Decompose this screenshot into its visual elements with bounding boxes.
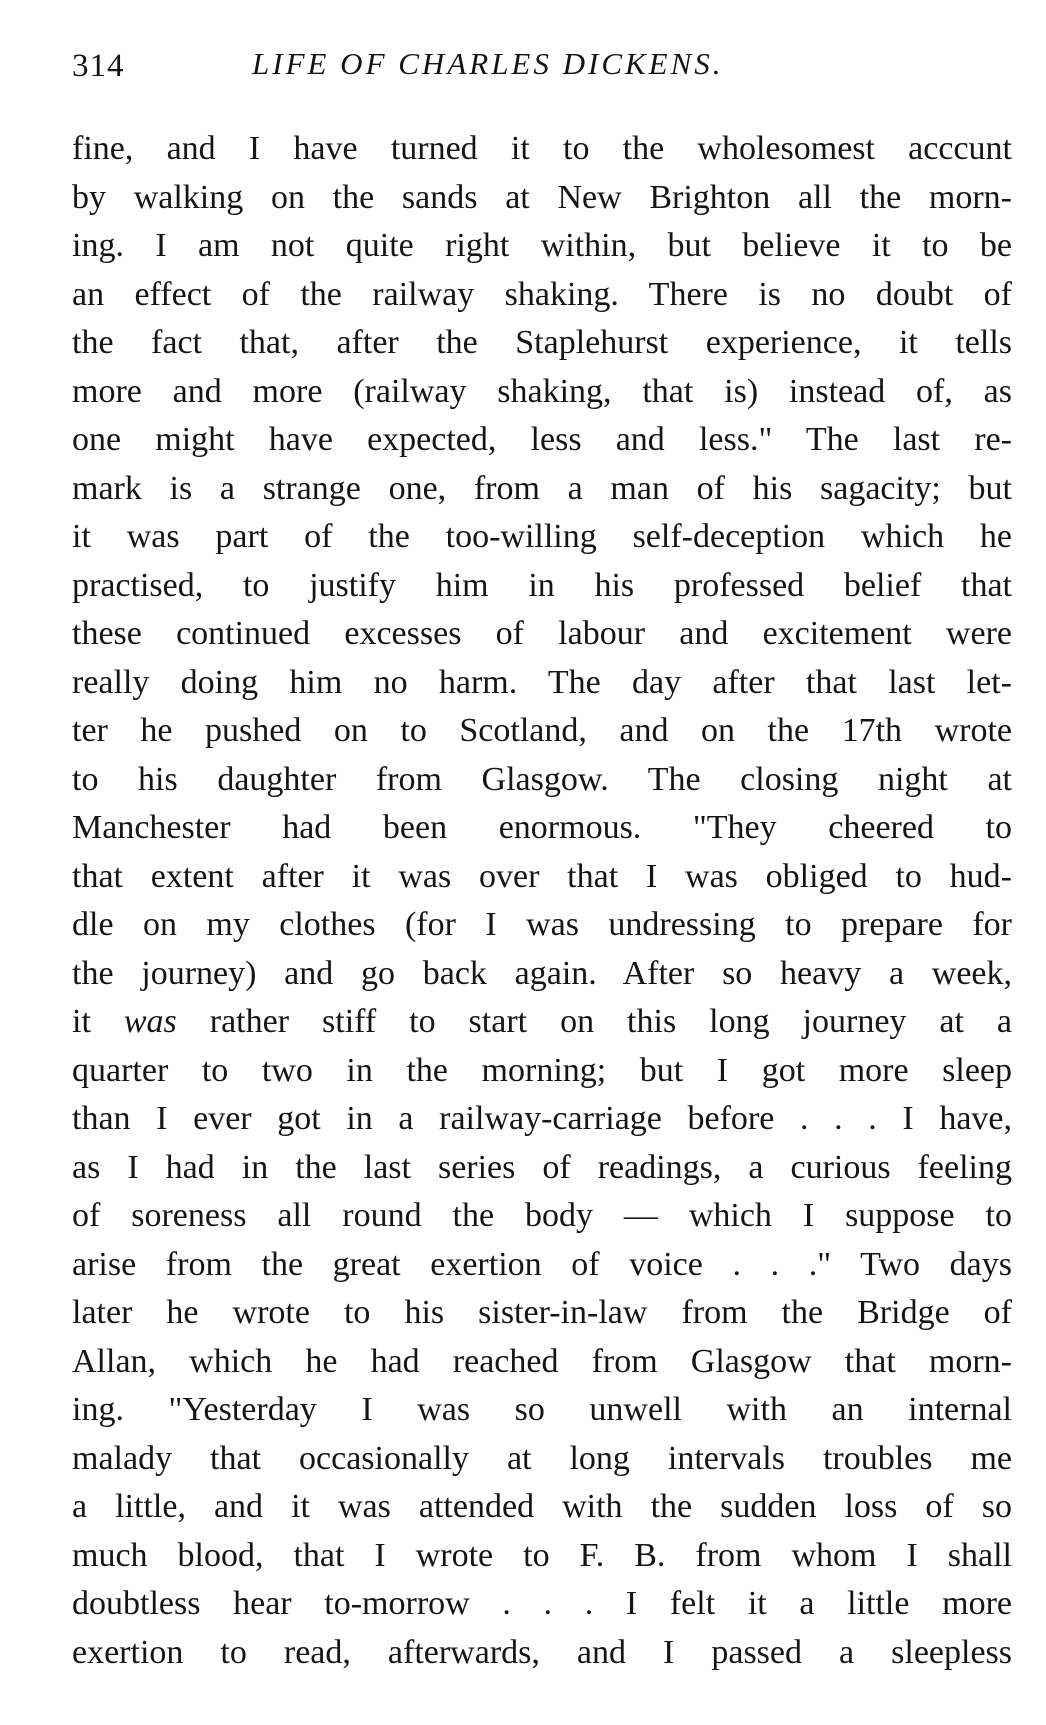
text-line: Manchester had been enormous. "They cheered to [72, 809, 1012, 846]
text-line: fine, and I have turned it to the wholesomest acccunt [72, 130, 1012, 167]
text-segment: rather stiff to start on this long journey at a [176, 1003, 1012, 1040]
text-line: doubtless hear to-morrow . . . I felt it a little more [72, 1585, 1012, 1622]
body-text [72, 125, 1012, 1677]
text-line-with-italic [72, 998, 1012, 1047]
text-line: much blood, that I wrote to F. B. from whom I shall [72, 1536, 1012, 1574]
text-line: mark is a strange one, from a man of his sagacity; but [72, 469, 1012, 507]
text-line: more and more (railway shaking, that is) instead of, as [72, 372, 1012, 410]
text-segment: it [72, 1003, 124, 1040]
text-line: practised, to justify him in his professed belief that [72, 566, 1012, 604]
text-line: it was part of the too-willing self-deception which he [72, 518, 1012, 555]
text-line: a little, and it was attended with the sudden loss of so [72, 1488, 1012, 1525]
text-line: by walking on the sands at New Brighton all the morn- [72, 178, 1012, 216]
text-line: these continued excesses of labour and excitement were [72, 615, 1012, 652]
text-line: exertion to read, afterwards, and I passed a sleepless [72, 1633, 1012, 1671]
text-line: ter he pushed on to Scotland, and on the 17th wrote [72, 712, 1012, 749]
text-line: quarter to two in the morning; but I got more sleep [72, 1051, 1012, 1089]
text-line: the journey) and go back again. After so heavy a week, [72, 954, 1012, 992]
italic-word: was [123, 1003, 177, 1040]
text-line: as I had in the last series of readings, a curious feeling [72, 1148, 1012, 1186]
text-line: really doing him no harm. The day after that last let- [72, 663, 1012, 701]
text-line: that extent after it was over that I was obliged to hud- [72, 857, 1012, 895]
text-line: dle on my clothes (for I was undressing to prepare for [72, 906, 1012, 943]
running-title: LIFE OF CHARLES DICKENS. [252, 46, 724, 81]
text-line: one might have expected, less and less." The last re- [72, 421, 1012, 458]
page-number: 314 [72, 48, 125, 84]
text-line: later he wrote to his sister-in-law from the Bridge of [72, 1294, 1012, 1331]
text-line: ing. "Yesterday I was so unwell with an internal [72, 1391, 1012, 1428]
text-line: than I ever got in a railway-carriage before . . . I have, [72, 1100, 1012, 1137]
text-line: the fact that, after the Staplehurst experience, it tells [72, 324, 1012, 361]
text-line: Allan, which he had reached from Glasgow that morn- [72, 1342, 1012, 1380]
text-line: ing. I am not quite right within, but believe it to be [72, 227, 1012, 264]
text-line: an effect of the railway shaking. There is no doubt of [72, 275, 1012, 313]
text-line: malady that occasionally at long intervals troubles me [72, 1439, 1012, 1477]
text-line: of soreness all round the body — which I suppose to [72, 1197, 1012, 1234]
text-line: arise from the great exertion of voice . . ." Two days [72, 1245, 1012, 1283]
text-line: to his daughter from Glasgow. The closing night at [72, 760, 1012, 798]
